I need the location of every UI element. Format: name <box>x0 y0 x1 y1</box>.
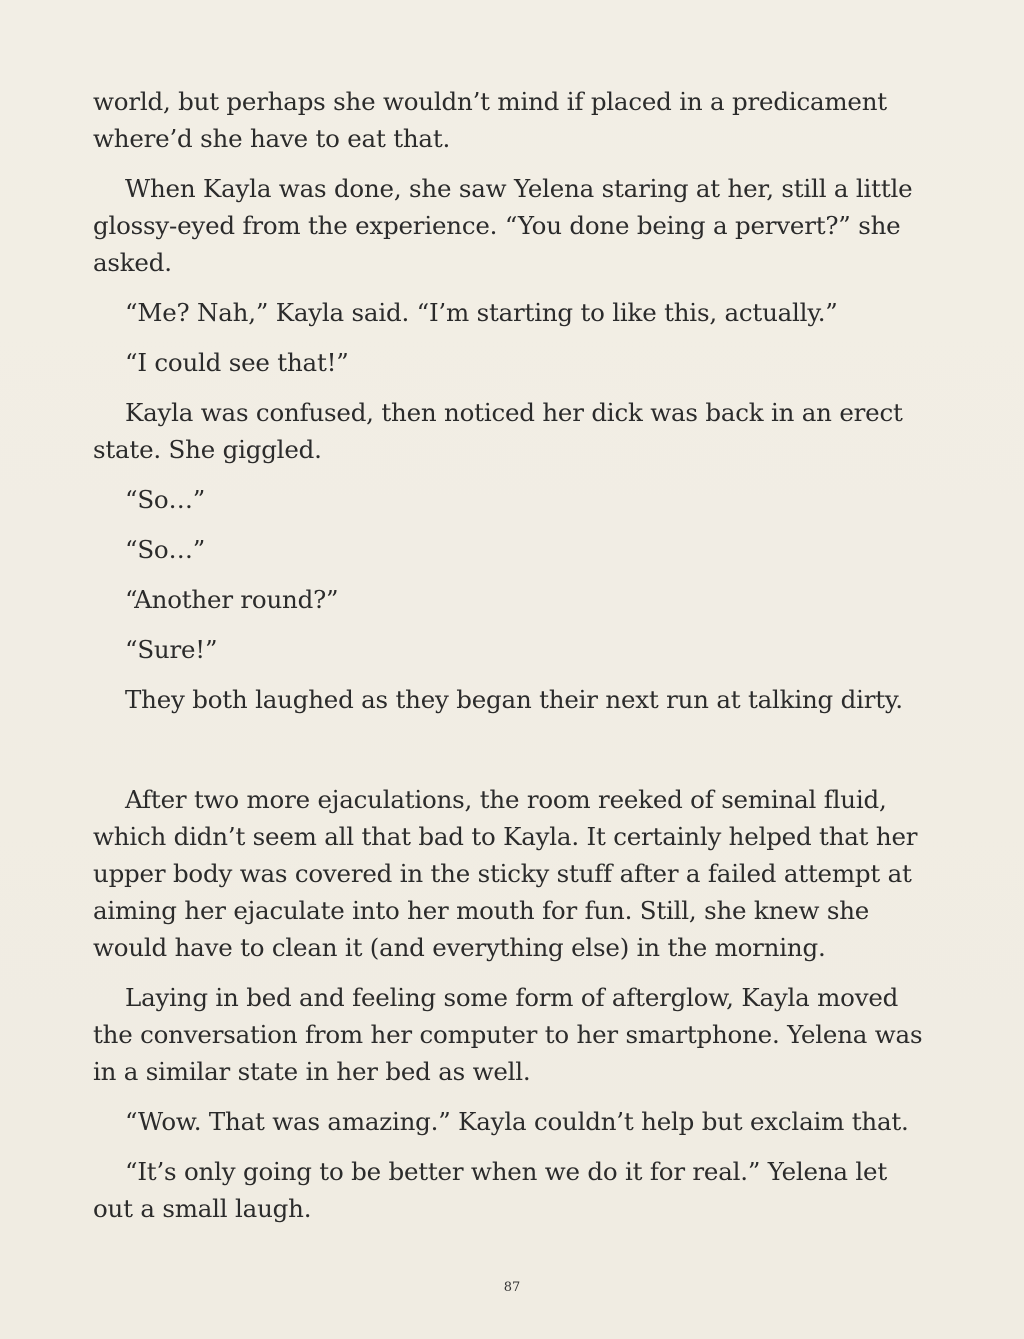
body-text <box>93 83 933 1240</box>
paragraph: Laying in bed and feeling some form of afterglow, Kayla moved the conversation from her computer to her smartphone. Yelena was in a similar state in her bed as well. <box>93 983 923 1086</box>
paragraph: “Another round?” <box>125 585 339 614</box>
paragraph: “Sure!” <box>125 635 218 664</box>
paragraph: “So…” <box>125 535 206 564</box>
scene-break <box>93 731 933 781</box>
paragraph: When Kayla was done, she saw Yelena staring at her, still a little glossy-eyed from the experience. “You done being a pervert?” she asked. <box>93 174 913 277</box>
paragraph: world, but perhaps she wouldn’t mind if placed in a predicament where’d she have to eat that. <box>93 87 887 153</box>
paragraph: They both laughed as they began their next run at talking dirty. <box>125 685 903 714</box>
paragraph: “So…” <box>125 485 206 514</box>
paragraph: “I could see that!” <box>125 348 349 377</box>
paragraph: “It’s only going to be better when we do it for real.” Yelena let out a small laugh. <box>93 1157 888 1223</box>
paragraph: After two more ejaculations, the room reeked of seminal fluid, which didn’t seem all that bad to Kayla. It certainly helped that her upper body was covered in the sticky stuff after a failed attempt at aiming her ejaculate into her mouth for fun. Still, she knew she would have to clean it (and everything else) in the morning. <box>93 785 918 962</box>
page-number: 87 <box>503 1280 521 1295</box>
paragraph: Kayla was confused, then noticed her dick was back in an erect state. She giggled. <box>93 398 903 464</box>
paragraph: “Me? Nah,” Kayla said. “I’m starting to like this, actually.” <box>125 298 838 327</box>
paragraph: “Wow. That was amazing.” Kayla couldn’t help but exclaim that. <box>125 1107 909 1136</box>
